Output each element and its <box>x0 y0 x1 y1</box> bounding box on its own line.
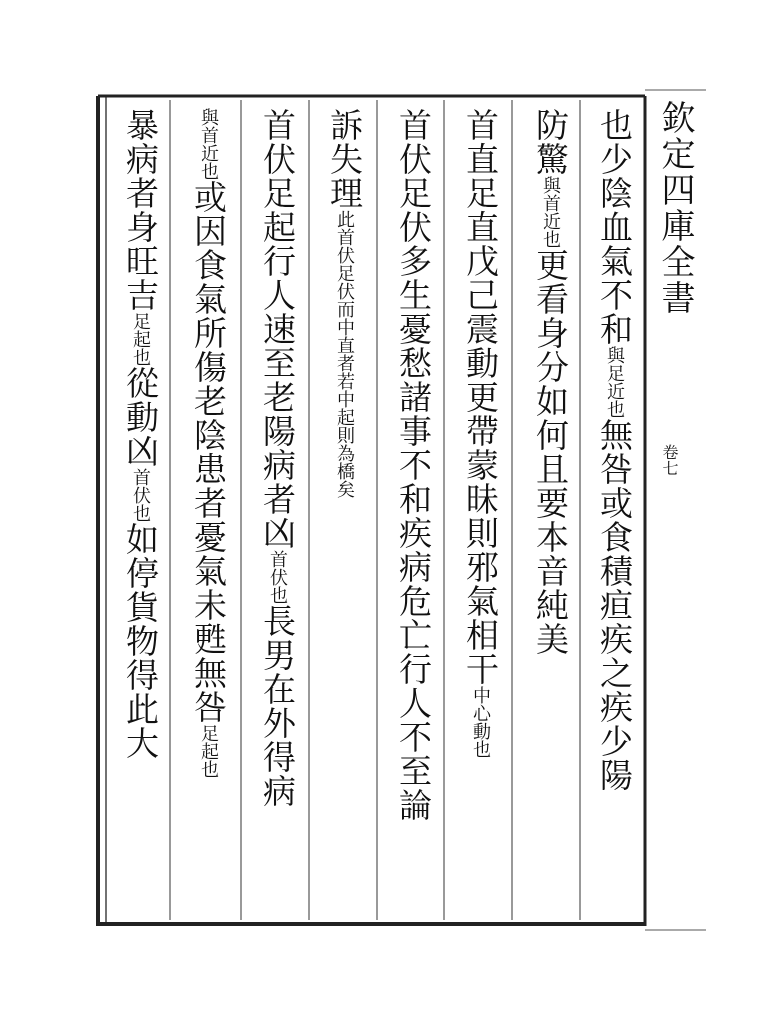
main-text: 首伏足起行人速至老陽病者凶 <box>258 108 297 550</box>
main-text: 如停貨物得此大 <box>121 522 160 760</box>
annotation-text: 與足近也 <box>604 346 625 418</box>
main-text: 無咎或食積疸疾之疾少陽 <box>595 418 634 792</box>
main-text: 從動凶 <box>121 366 160 468</box>
text-column-2 <box>528 108 572 923</box>
main-text: 更看身分如何且要本音純美 <box>531 248 570 656</box>
main-text: 訴失理 <box>325 108 364 210</box>
text-column-4 <box>391 108 435 923</box>
text-column-8 <box>118 108 162 923</box>
text-column-5 <box>322 108 366 923</box>
annotation-text: 足起也 <box>198 724 219 778</box>
main-text: 長男在外得病 <box>258 604 297 808</box>
annotation-text: 與首近也 <box>540 176 561 248</box>
text-column-1 <box>592 108 636 923</box>
text-column-3 <box>458 108 502 923</box>
annotation-text: 中心動也 <box>470 686 491 758</box>
margin-page-number: 卷七 <box>660 444 679 476</box>
annotation-text: 與首近也 <box>198 108 219 180</box>
main-text: 首伏足伏多生憂愁諸事不和疾病危亡行人不至論 <box>394 108 433 822</box>
annotation-text: 首伏也 <box>267 550 288 604</box>
text-column-6 <box>255 108 299 923</box>
text-column-7 <box>186 108 230 923</box>
main-text: 首直足直戊己震動更帶蒙昧則邪氣相干 <box>461 108 500 686</box>
margin-title: 欽定四庫全書 <box>655 100 695 316</box>
annotation-text: 此首伏足伏而中直者若中起則為橋矣 <box>334 210 355 498</box>
main-text: 防驚 <box>531 108 570 176</box>
annotation-text: 足起也 <box>130 312 151 366</box>
main-text: 或因食氣所傷老陰患者憂氣未甦無咎 <box>189 180 228 724</box>
main-text: 也少陰血氣不和 <box>595 108 634 346</box>
main-text: 暴病者身旺吉 <box>121 108 160 312</box>
annotation-text: 首伏也 <box>130 468 151 522</box>
